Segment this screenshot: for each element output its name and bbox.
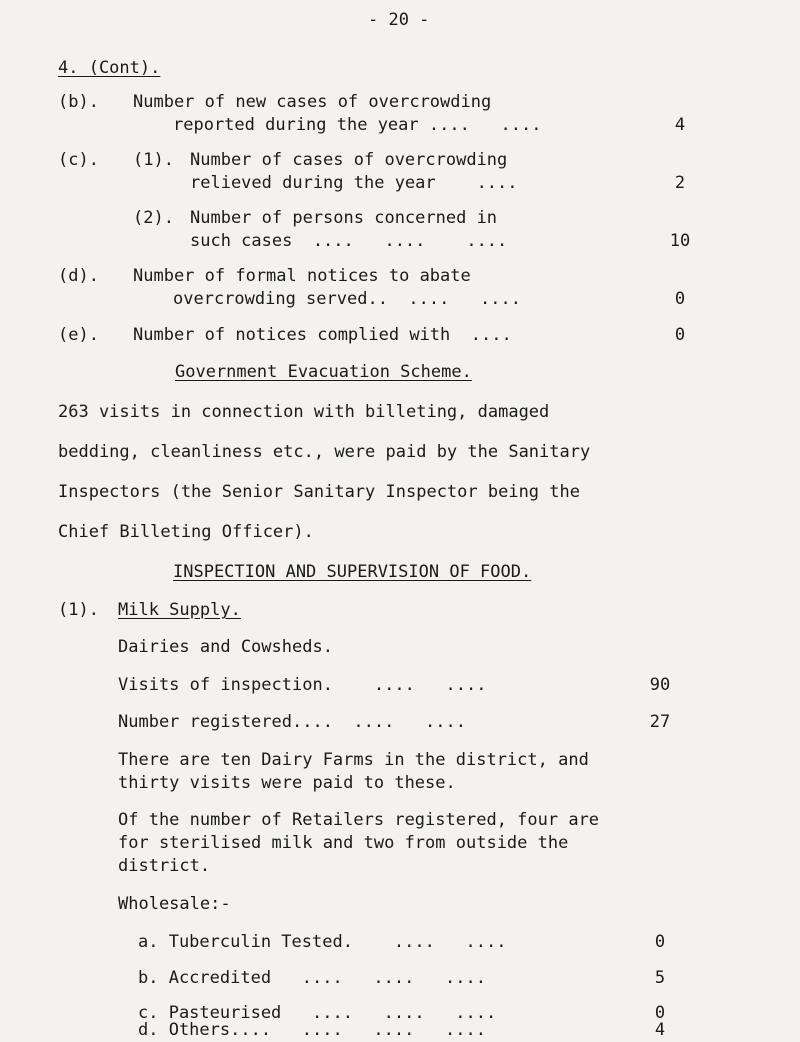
item-e-line1: Number of notices complied with .... bbox=[133, 325, 512, 345]
visits-value: 90 bbox=[649, 675, 671, 695]
item-c2-sub: (2). bbox=[133, 208, 174, 228]
item-d-value: 0 bbox=[674, 289, 686, 309]
wholesale-item-a: a. Tuberculin Tested. .... .... bbox=[138, 932, 507, 952]
evacuation-line-4: Chief Billeting Officer). bbox=[58, 522, 314, 542]
item-c2-value: 10 bbox=[669, 231, 691, 251]
retail-para-line-1: Of the number of Retailers registered, four are bbox=[118, 810, 600, 830]
dairies-heading: Dairies and Cowsheds. bbox=[118, 637, 333, 657]
item-e-value: 0 bbox=[674, 325, 686, 345]
wholesale-value-b: 5 bbox=[654, 968, 666, 988]
milk-heading: Milk Supply. bbox=[118, 600, 241, 620]
dairy-para-line-2: thirty visits were paid to these. bbox=[118, 773, 456, 793]
wholesale-value-c: 0 bbox=[654, 1003, 666, 1023]
item-b-line1: Number of new cases of overcrowding bbox=[133, 92, 492, 112]
item-c1-value: 2 bbox=[674, 173, 686, 193]
item-b-value: 4 bbox=[674, 115, 686, 135]
registered-label: Number registered.... .... .... bbox=[118, 712, 466, 732]
wholesale-item-d: d. Others.... .... .... .... bbox=[138, 1020, 486, 1040]
item-d-label: (d). bbox=[58, 266, 99, 286]
wholesale-heading: Wholesale:- bbox=[118, 894, 231, 914]
item-d-line2: overcrowding served.. .... .... bbox=[173, 289, 521, 309]
evacuation-line-1: 263 visits in connection with billeting, damaged bbox=[58, 402, 550, 422]
dairy-para-line-1: There are ten Dairy Farms in the district, and bbox=[118, 750, 589, 770]
food-heading: INSPECTION AND SUPERVISION OF FOOD. bbox=[173, 562, 532, 582]
item-d-line1: Number of formal notices to abate bbox=[133, 266, 471, 286]
item-c1-sub: (1). bbox=[133, 150, 174, 170]
retail-para-line-3: district. bbox=[118, 856, 211, 876]
item-b-label: (b). bbox=[58, 92, 99, 112]
item-e-label: (e). bbox=[58, 325, 99, 345]
item-b-line2: reported during the year .... .... bbox=[173, 115, 542, 135]
visits-label: Visits of inspection. .... .... bbox=[118, 675, 487, 695]
wholesale-item-b: b. Accredited .... .... .... bbox=[138, 968, 486, 988]
wholesale-value-a: 0 bbox=[654, 932, 666, 952]
evacuation-line-2: bedding, cleanliness etc., were paid by the Sanitary bbox=[58, 442, 591, 462]
item-c1-line1: Number of cases of overcrowding bbox=[190, 150, 508, 170]
item-c-label: (c). bbox=[58, 150, 99, 170]
wholesale-item-c: c. Pasteurised .... .... .... bbox=[138, 1003, 497, 1023]
evacuation-line-3: Inspectors (the Senior Sanitary Inspector being the bbox=[58, 482, 580, 502]
item-c1-line2: relieved during the year .... bbox=[190, 173, 518, 193]
wholesale-value-d: 4 bbox=[654, 1020, 666, 1040]
evacuation-heading: Government Evacuation Scheme. bbox=[175, 362, 472, 382]
item-c2-line1: Number of persons concerned in bbox=[190, 208, 498, 228]
registered-value: 27 bbox=[649, 712, 671, 732]
milk-label: (1). bbox=[58, 600, 99, 620]
page-number: - 20 - bbox=[368, 10, 430, 30]
retail-para-line-2: for sterilised milk and two from outside the bbox=[118, 833, 569, 853]
item-c2-line2: such cases .... .... .... bbox=[190, 231, 508, 251]
section-heading: 4. (Cont). bbox=[58, 58, 161, 78]
